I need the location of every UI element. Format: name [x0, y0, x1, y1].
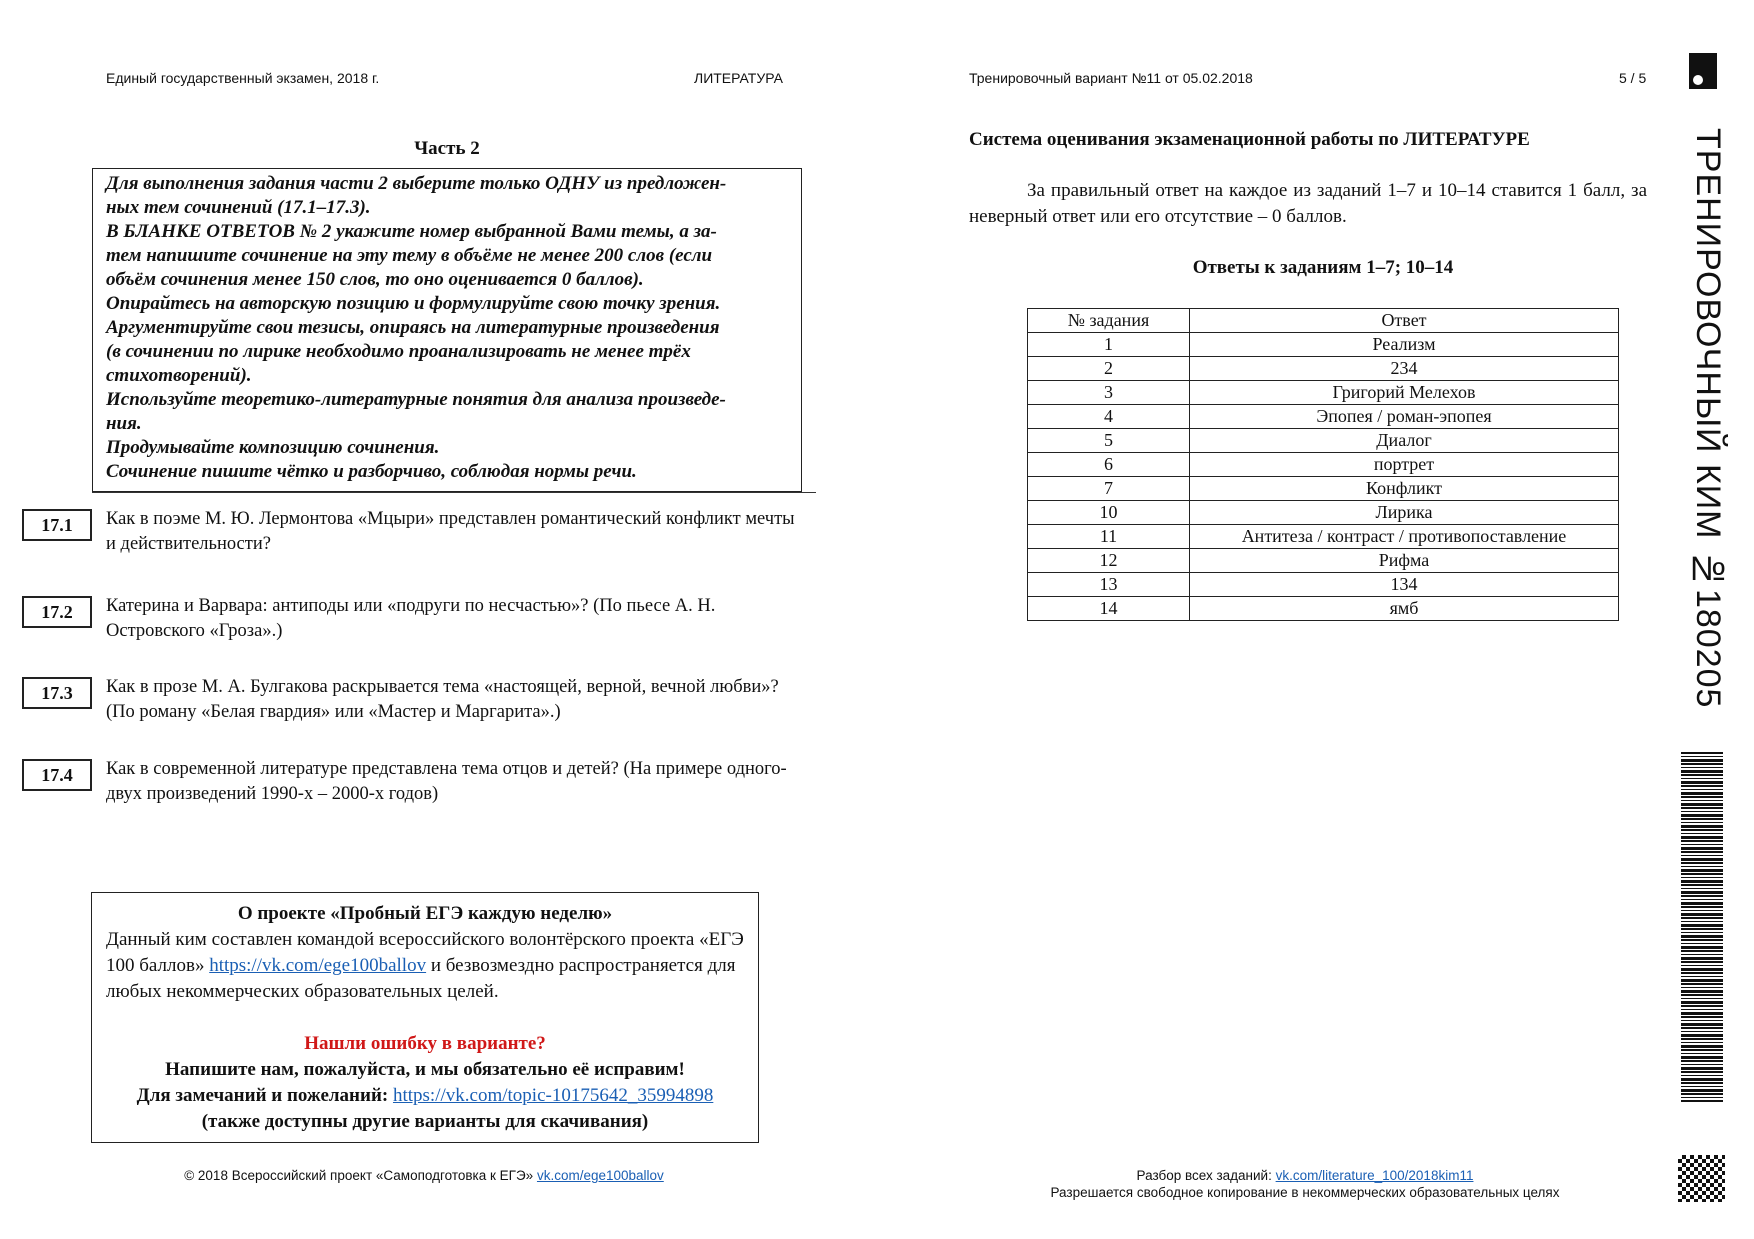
scoring-title: Система оценивания экзаменационной работы по ЛИТЕРАТУРЕ: [969, 129, 1530, 150]
task-answer: Григорий Мелехов: [1190, 381, 1619, 405]
table-row: [1028, 477, 1619, 501]
task-number: 10: [1028, 501, 1190, 525]
copy-notice: Разрешается свободное копирование в некоммерческих образовательных целях: [1050, 1185, 1560, 1200]
table-row: [1028, 573, 1619, 597]
footer-copyright: © 2018 Всероссийский проект «Самоподготовка к ЕГЭ»: [184, 1168, 534, 1183]
table-row: [1028, 597, 1619, 621]
instruction-line: (в сочинении по лирике необходимо проанализировать не менее трёх: [106, 341, 691, 362]
table-row: [1028, 429, 1619, 453]
table-row: [1028, 333, 1619, 357]
question-text: Как в современной литературе представлена тема отцов и детей? (На примере одного-двух произведений 1990-х – 2000-х годов): [106, 759, 787, 804]
instruction-line: Аргументируйте свои тезисы, опираясь на литературные произведения: [106, 317, 720, 338]
instruction-line: Продумывайте композицию сочинения.: [106, 437, 440, 458]
task-number: 13: [1028, 573, 1190, 597]
answers-title: Ответы к заданиям 1–7; 10–14: [1192, 257, 1454, 278]
task-answer: Конфликт: [1190, 477, 1619, 501]
task-answer: портрет: [1190, 453, 1619, 477]
task-number: 4: [1028, 405, 1190, 429]
project-link[interactable]: https://vk.com/ege100ballov: [209, 955, 427, 976]
divider: [92, 492, 816, 493]
task-answer: Эпопея / роман-эпопея: [1190, 405, 1619, 429]
table-row: [1028, 453, 1619, 477]
error-title: Нашли ошибку в варианте?: [304, 1033, 546, 1054]
header-variant: Тренировочный вариант №11 от 05.02.2018: [969, 70, 1253, 86]
question-number: 17.2: [22, 596, 92, 628]
task-number: 14: [1028, 597, 1190, 621]
instruction-line: Используйте теоретико-литературные понятия для анализа произведе-: [106, 389, 726, 410]
question-text: Как в прозе М. А. Булгакова раскрывается тема «настоящей, верной, вечной любви»? (По роману «Белая гвардия» или «Мастер и Маргарита».): [106, 677, 779, 722]
header-exam: Единый государственный экзамен, 2018 г.: [106, 70, 380, 86]
col-answer: Ответ: [1190, 309, 1619, 333]
task-answer: Диалог: [1190, 429, 1619, 453]
table-row: [1028, 525, 1619, 549]
instruction-line: ных тем сочинений (17.1–17.3).: [106, 197, 371, 218]
instruction-line: Сочинение пишите чётко и разборчиво, соблюдая нормы речи.: [106, 461, 637, 482]
task-number: 7: [1028, 477, 1190, 501]
task-answer: 234: [1190, 357, 1619, 381]
instruction-line: стихотворений).: [106, 365, 252, 386]
task-answer: Антитеза / контраст / противопоставление: [1190, 525, 1619, 549]
instruction-line: В БЛАНКЕ ОТВЕТОВ № 2 укажите номер выбранной Вами темы, а за-: [106, 221, 717, 242]
analysis-label: Разбор всех заданий:: [1136, 1168, 1272, 1183]
side-title: ТРЕНИРОВОЧНЫЙ КИМ №180205: [1689, 128, 1727, 709]
answers-table: [1027, 308, 1619, 621]
instruction-line: Для выполнения задания части 2 выберите только ОДНУ из предложен-: [106, 173, 727, 194]
question-number: 17.3: [22, 677, 92, 709]
instruction-line: Опирайтесь на авторскую позицию и формулируйте свою точку зрения.: [106, 293, 721, 314]
header-subject: ЛИТЕРАТУРА: [694, 70, 783, 86]
instruction-line: ния.: [106, 413, 142, 434]
col-num: № задания: [1028, 309, 1190, 333]
project-text-2: и безвозмездно распространяется для любых некоммерческих образовательных целей.: [106, 955, 736, 1002]
barcode-icon: [1681, 752, 1723, 1102]
part-title: Часть 2: [414, 138, 480, 159]
task-number: 3: [1028, 381, 1190, 405]
scoring-paragraph: За правильный ответ на каждое из заданий 1–7 и 10–14 ставится 1 балл, за неверный ответ или его отсутствие – 0 баллов.: [969, 180, 1647, 227]
instruction-line: объём сочинения менее 150 слов, то оно оценивается 0 баллов).: [106, 269, 644, 290]
project-text: Данный ким составлен командой всероссийского волонтёрского проекта «ЕГЭ 100 баллов»: [106, 929, 744, 976]
table-row: [1028, 549, 1619, 573]
task-number: 5: [1028, 429, 1190, 453]
instructions-box: [92, 168, 802, 492]
task-number: 6: [1028, 453, 1190, 477]
question-number: 17.4: [22, 759, 92, 791]
project-title: О проекте «Пробный ЕГЭ каждую неделю»: [237, 903, 613, 924]
analysis-link[interactable]: vk.com/literature_100/2018kim11: [1275, 1168, 1474, 1183]
task-answer: Лирика: [1190, 501, 1619, 525]
task-number: 12: [1028, 549, 1190, 573]
question-text: Катерина и Варвара: антиподы или «подруги по несчастью»? (По пьесе А. Н. Островского «Гроза».): [106, 596, 716, 641]
table-row: [1028, 381, 1619, 405]
logo-icon: [1689, 53, 1717, 89]
table-row: [1028, 405, 1619, 429]
question-text: Как в поэме М. Ю. Лермонтова «Мцыри» представлен романтический конфликт мечты и действительности?: [106, 509, 795, 554]
task-number: 1: [1028, 333, 1190, 357]
task-number: 2: [1028, 357, 1190, 381]
question-number: 17.1: [22, 509, 92, 541]
task-number: 11: [1028, 525, 1190, 549]
instruction-line: тем напишите сочинение на эту тему в объёме не менее 200 слов (если: [106, 245, 713, 266]
page-number: 5 / 5: [1619, 70, 1647, 86]
task-answer: 134: [1190, 573, 1619, 597]
table-row: [1028, 357, 1619, 381]
other-variants: (также доступны другие варианты для скачивания): [201, 1111, 649, 1132]
feedback-link[interactable]: https://vk.com/topic-10175642_35994898: [392, 1085, 714, 1106]
task-answer: ямб: [1190, 597, 1619, 621]
feedback-label: Для замечаний и пожеланий:: [136, 1085, 389, 1106]
task-answer: Реализм: [1190, 333, 1619, 357]
footer-right: [969, 1167, 1641, 1201]
task-answer: Рифма: [1190, 549, 1619, 573]
error-text: Напишите нам, пожалуйста, и мы обязательно её исправим!: [165, 1059, 685, 1080]
project-box: [91, 892, 759, 1143]
table-row: [1028, 501, 1619, 525]
footer-left: [91, 1168, 757, 1183]
footer-link[interactable]: vk.com/ege100ballov: [536, 1168, 664, 1183]
qr-code-icon: [1678, 1155, 1725, 1202]
